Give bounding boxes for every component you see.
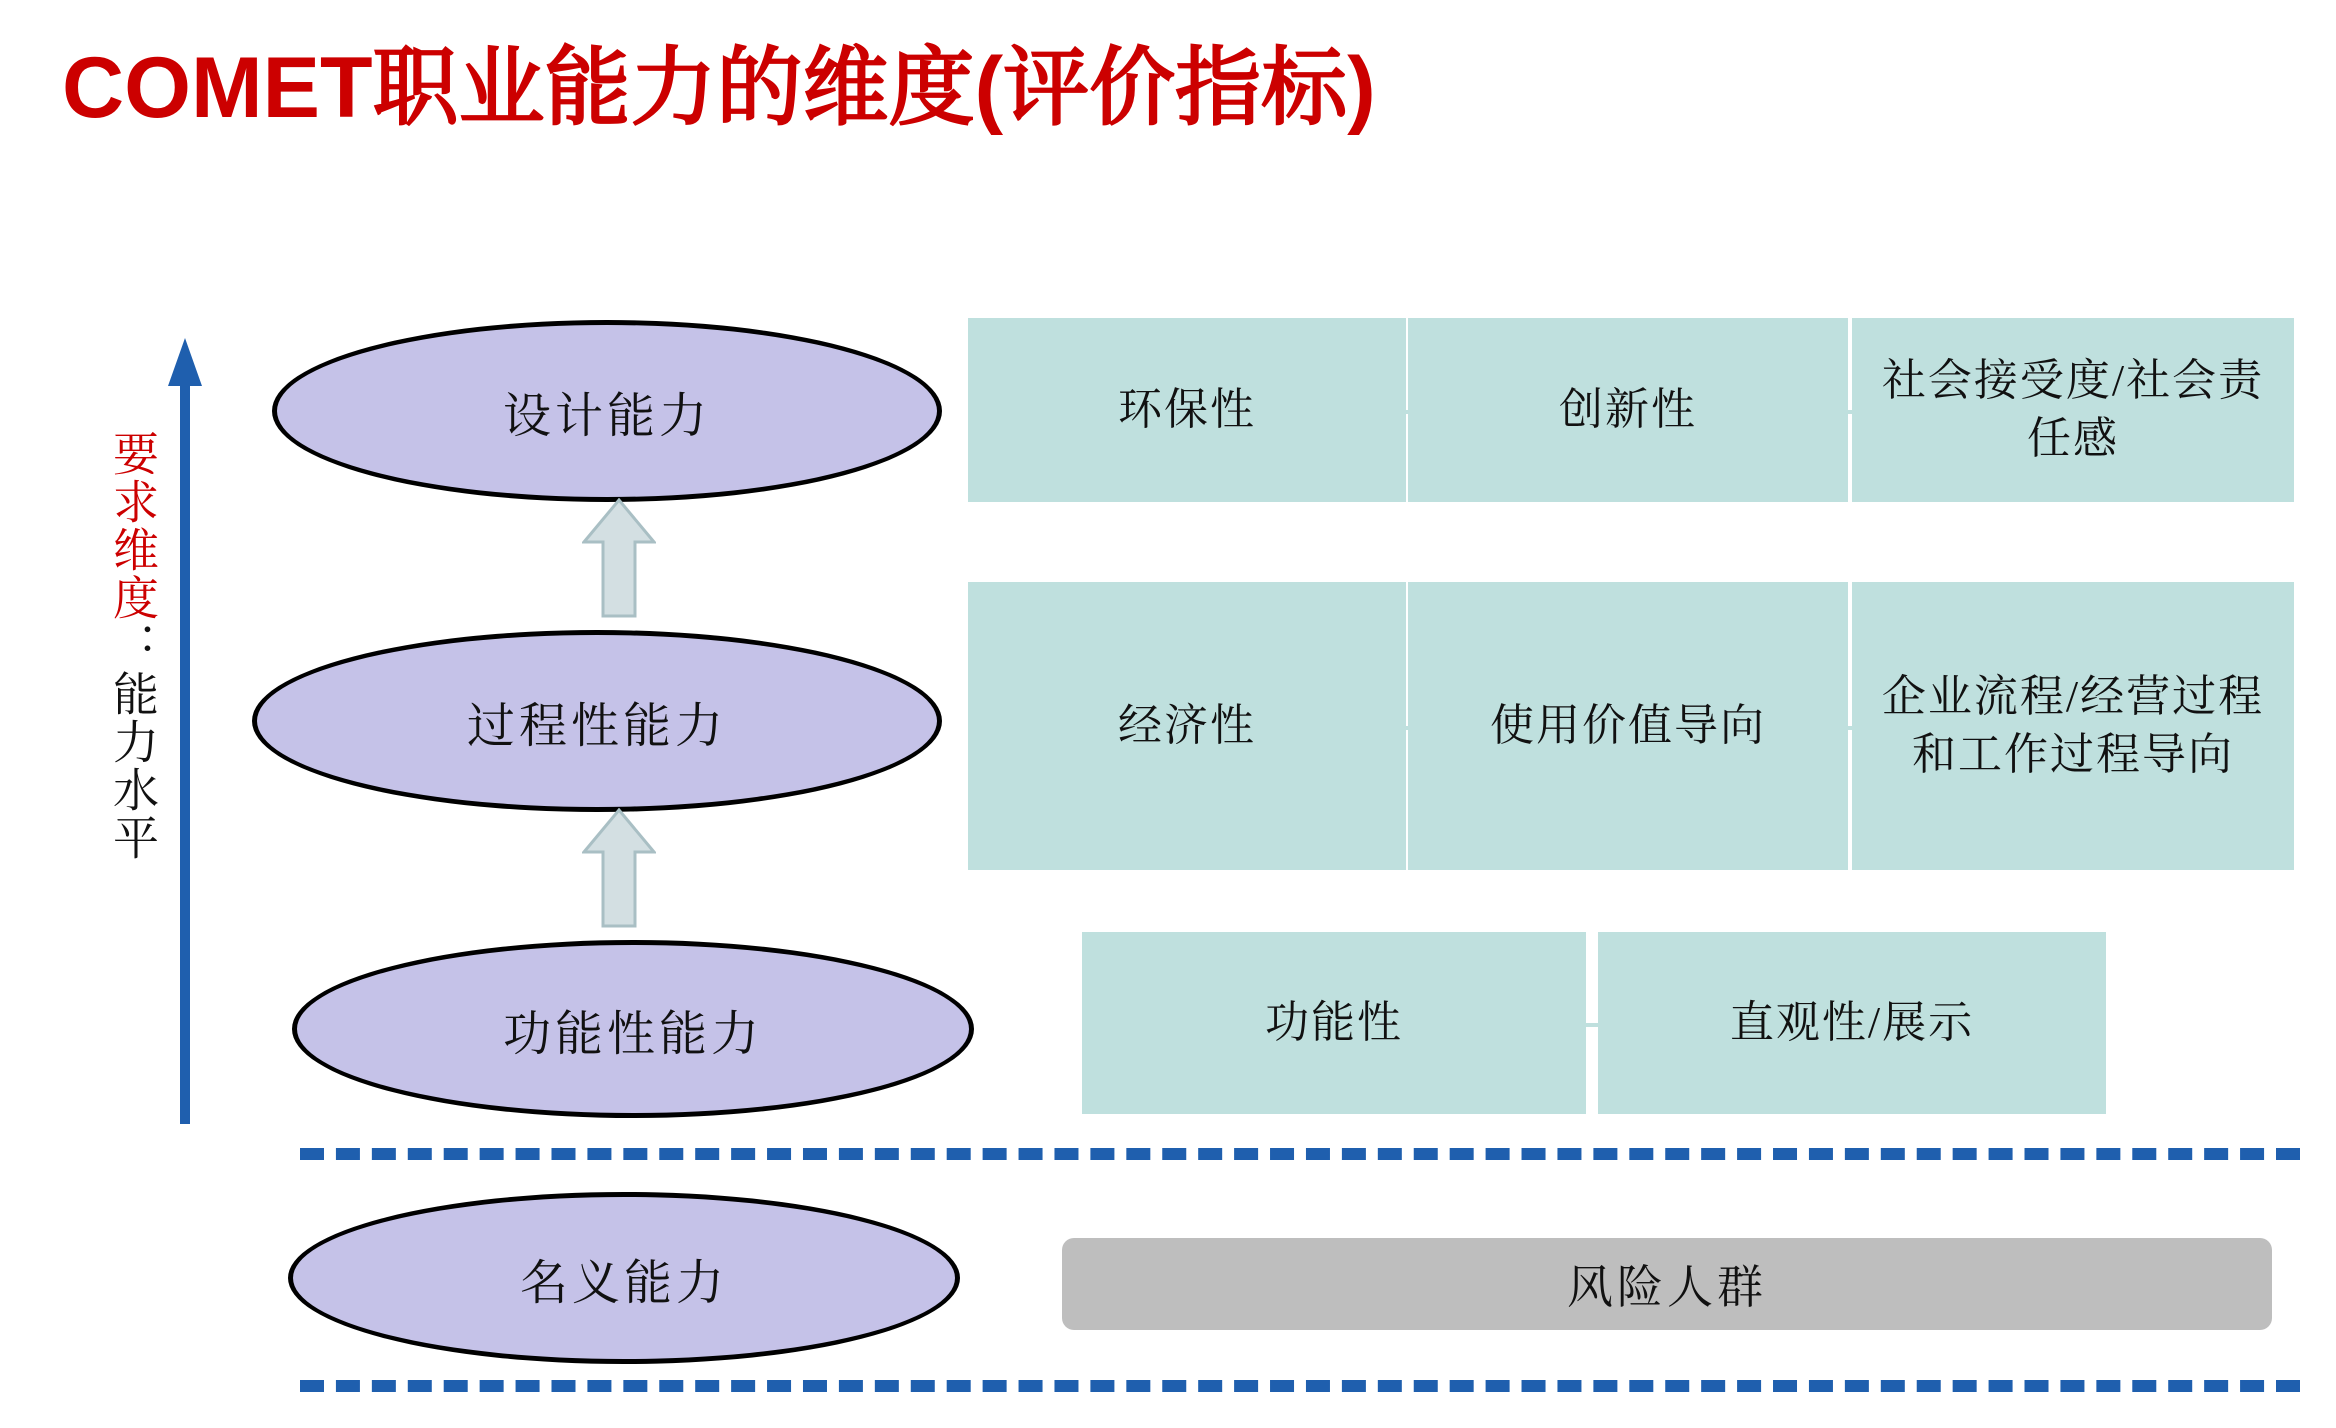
up-arrow-icon-functional-to-process: [582, 808, 656, 928]
indicator-label: 经济性: [1118, 701, 1256, 750]
level-ellipse-process: [252, 630, 942, 812]
axis-label-requirement: 要求维度: [107, 430, 158, 622]
up-arrow-icon-process-to-design: [582, 498, 656, 618]
risk-group-label: 风险人群: [1567, 1262, 1767, 1313]
indicator-label: 企业流程/经营过程和工作过程导向: [1881, 672, 2265, 779]
indicator-box-innovation: [1408, 318, 1848, 502]
axis-label: [96, 430, 158, 862]
level-ellipse-nominal: [288, 1192, 960, 1364]
indicator-box-enterprise-process: [1852, 582, 2294, 870]
indicator-label: 功能性: [1265, 998, 1403, 1047]
axis-label-level: ：能力水平: [107, 622, 158, 862]
indicator-box-intuitiveness: [1598, 932, 2106, 1114]
indicator-label: 环保性: [1118, 385, 1256, 434]
level-label-functional: 功能性能力: [502, 1007, 763, 1061]
indicator-label: 直观性/展示: [1729, 998, 1975, 1047]
divider-dashed-top: [300, 1148, 2300, 1160]
indicator-box-functionality: [1082, 932, 1586, 1114]
level-ellipse-functional: [292, 940, 974, 1118]
indicator-box-use-value: [1408, 582, 1848, 870]
level-label-nominal: 名义能力: [519, 1256, 728, 1310]
indicator-label: 社会接受度/社会责任感: [1881, 356, 2265, 463]
indicator-box-economic: [968, 582, 1406, 870]
divider-dashed-bottom: [300, 1380, 2300, 1392]
indicator-label: 使用价值导向: [1490, 701, 1766, 750]
level-label-process: 过程性能力: [466, 699, 727, 753]
indicator-label: 创新性: [1559, 385, 1697, 434]
level-label-design: 设计能力: [502, 389, 711, 443]
level-ellipse-design: [272, 320, 942, 502]
indicator-box-social-acceptance: [1852, 318, 2294, 502]
indicator-box-environmental: [968, 318, 1406, 502]
upward-arrow-icon: [168, 338, 202, 1124]
risk-group-bar: [1062, 1238, 2272, 1330]
page-title: COMET职业能力的维度(评价指标): [62, 40, 1376, 136]
